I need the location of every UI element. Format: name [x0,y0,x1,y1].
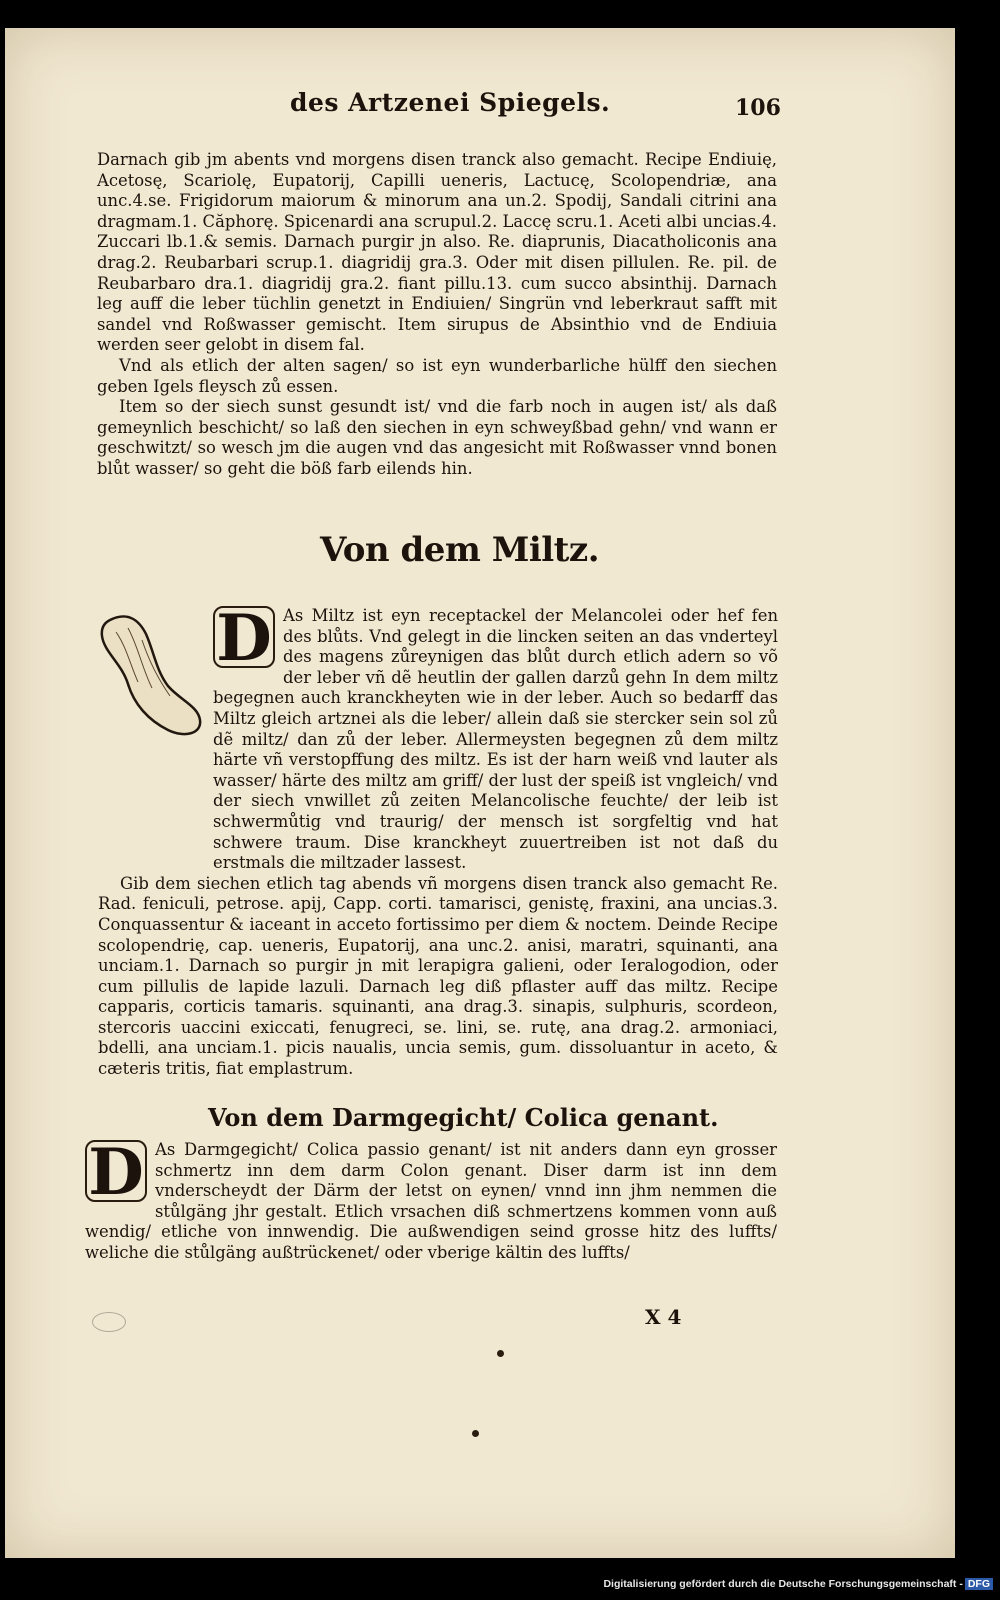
digitization-footer [603,1578,993,1590]
section-heading-miltz: Von dem Miltz. [320,530,600,570]
paragraph: Vnd als etlich der alten sagen/ so ist eyn wunderbarliche hülff den siechen geben Igels fleysch zů essen. [97,355,777,396]
section-heading-colica: Von dem Darmgegicht/ Colica genant. [208,1103,719,1132]
paragraph-text: As Darmgegicht/ Colica passio genant/ ist nit anders dann eyn grosser schmertz inn dem darm Colon genant. Diser darm ist inn dem vnderscheydt der Därm der letst on eynen/ vnnd inn jhm nemmen die stůlgäng jhr gestalt. Etlich vrsachen diß schmertzens kommen vonn auß wendig/ etliche von innwendig. Die außwendigen seind grosse hitz des luffts/ weliche die stůlgäng außtrückenet/ oder vberige kältin des luffts/ [85,1140,777,1262]
library-stamp-mark [92,1312,126,1332]
drop-cap: D [213,606,275,668]
paragraph: Darnach gib jm abents vnd morgens disen tranck also gemacht. Recipe Endiuię, Acetosę, Scariolę, Eupatorij, Capilli ueneris, Lactucę, Scolopendriæ, ana unc.4.se. Frigidorum maiorum & minorum ana un.2. Spodij, Sandali citrini ana dragmam.1. Căphorę. Spicenardi ana scrupul.2. Laccę scru.1. Aceti albi uncias.4. Zuccari lb.1.& semis. Darnach purgir jn also. Re. diaprunis, Diacatholiconis ana drag.2. Reubarbari scrup.1. diagridij gra.3. Oder mit disen pillulen. Re. pil. de Reubarbaro dra.1. diagridij gra.2. fiant pillu.13. cum succo absinthij. Darnach leg auff die leber tüchlin genetzt in Endiuien/ Singrün vnd leberkraut safft mit sandel vnd Roßwasser gemischt. Item sirupus de Absinthio vnd de Endiuia werden seer gelobt in disem fal. [97,150,777,355]
paragraph-text: As Miltz ist eyn receptackel der Melancolei oder hef fen des blůts. Vnd gelegt in die lincken seiten an das vnderteyl des magens zůreynigen das blůt durch etlich adern so võ der leber vñ dẽ heutlin der gallen darzů gehn In dem miltz begegnen auch kranckheyten wie in der leber. Auch so bedarff das Miltz gleich artznei als die leber/ allein daß sie stercker sein sol zů dẽ miltz/ dan zů der leber. Allermeysten begegnen zů dem miltz härte vñ verstopffung des miltz. Es ist der harn weiß vnd lauter als wasser/ härte des miltz am griff/ der lust der speiß ist vngleich/ vnd der siech vnwillet zů zeiten Melancolische feuchte/ der leib ist schwermůtig vnd traurig/ der mensch ist sorgfeltig vnd hat schwere traum. Dise kranckheyt zuuertreiben ist not daß du erstmals die miltzader lassest. [213,606,778,873]
paragraph [85,1135,777,1264]
section-1-text [97,150,777,480]
running-head: des Artzenei Spiegels. [290,88,611,117]
paragraph: Item so der siech sunst gesundt ist/ vnd die farb noch in augen ist/ als daß gemeynlich beschicht/ so laß den siechen in eyn schweyßbad gehn/ vnd wann er geschwitzt/ so wesch jm die augen vnd das angesicht mit Roßwasser vnnd bonen blůt wasser/ so geht die böß farb eilends hin. [97,397,777,478]
section-3-text [85,1135,777,1264]
ink-dot [472,1430,479,1437]
drop-cap: D [85,1140,147,1202]
dfg-logo-icon: DFG [965,1578,993,1590]
footer-text: Digitalisierung gefördert durch die Deutsche Forschungsgemeinschaft - [603,1578,963,1590]
section-2-text [98,601,778,1080]
paragraph [98,601,778,874]
paragraph: Gib dem siechen etlich tag abends vñ morgens disen tranck also gemacht Re. Rad. feniculi, petrose. apij, Capp. corti. tamarisci, genistę, fraxini, ana uncias.3. Conquassentur & iaceant in acceto fortissimo per diem & noctem. Deinde Recipe scolopendrię, cap. ueneris, Eupatorij, ana unc.2. anisi, maratri, squinanti, ana unciam.1. Darnach so purgir jn mit lerapigra galieni, oder Ieralogodion, oder cum pillulis de lapide lazuli. Darnach leg diß pflaster auff das miltz. Recipe capparis, corticis tamaris. squinanti, ana drag.3. sinapis, sulphuris, scordeon, stercoris uaccini exiccati, fenugreci, se. lini, se. rutę, ana drag.2. armoniaci, bdelli, ana unciam.1. picis naualis, uncia semis, gum. dissoluantur in aceto, & cæteris tritis, fiat emplastrum. [98,873,778,1079]
signature-mark: X 4 [645,1305,682,1329]
page-number: 106 [735,95,781,121]
ink-dot [497,1350,504,1357]
